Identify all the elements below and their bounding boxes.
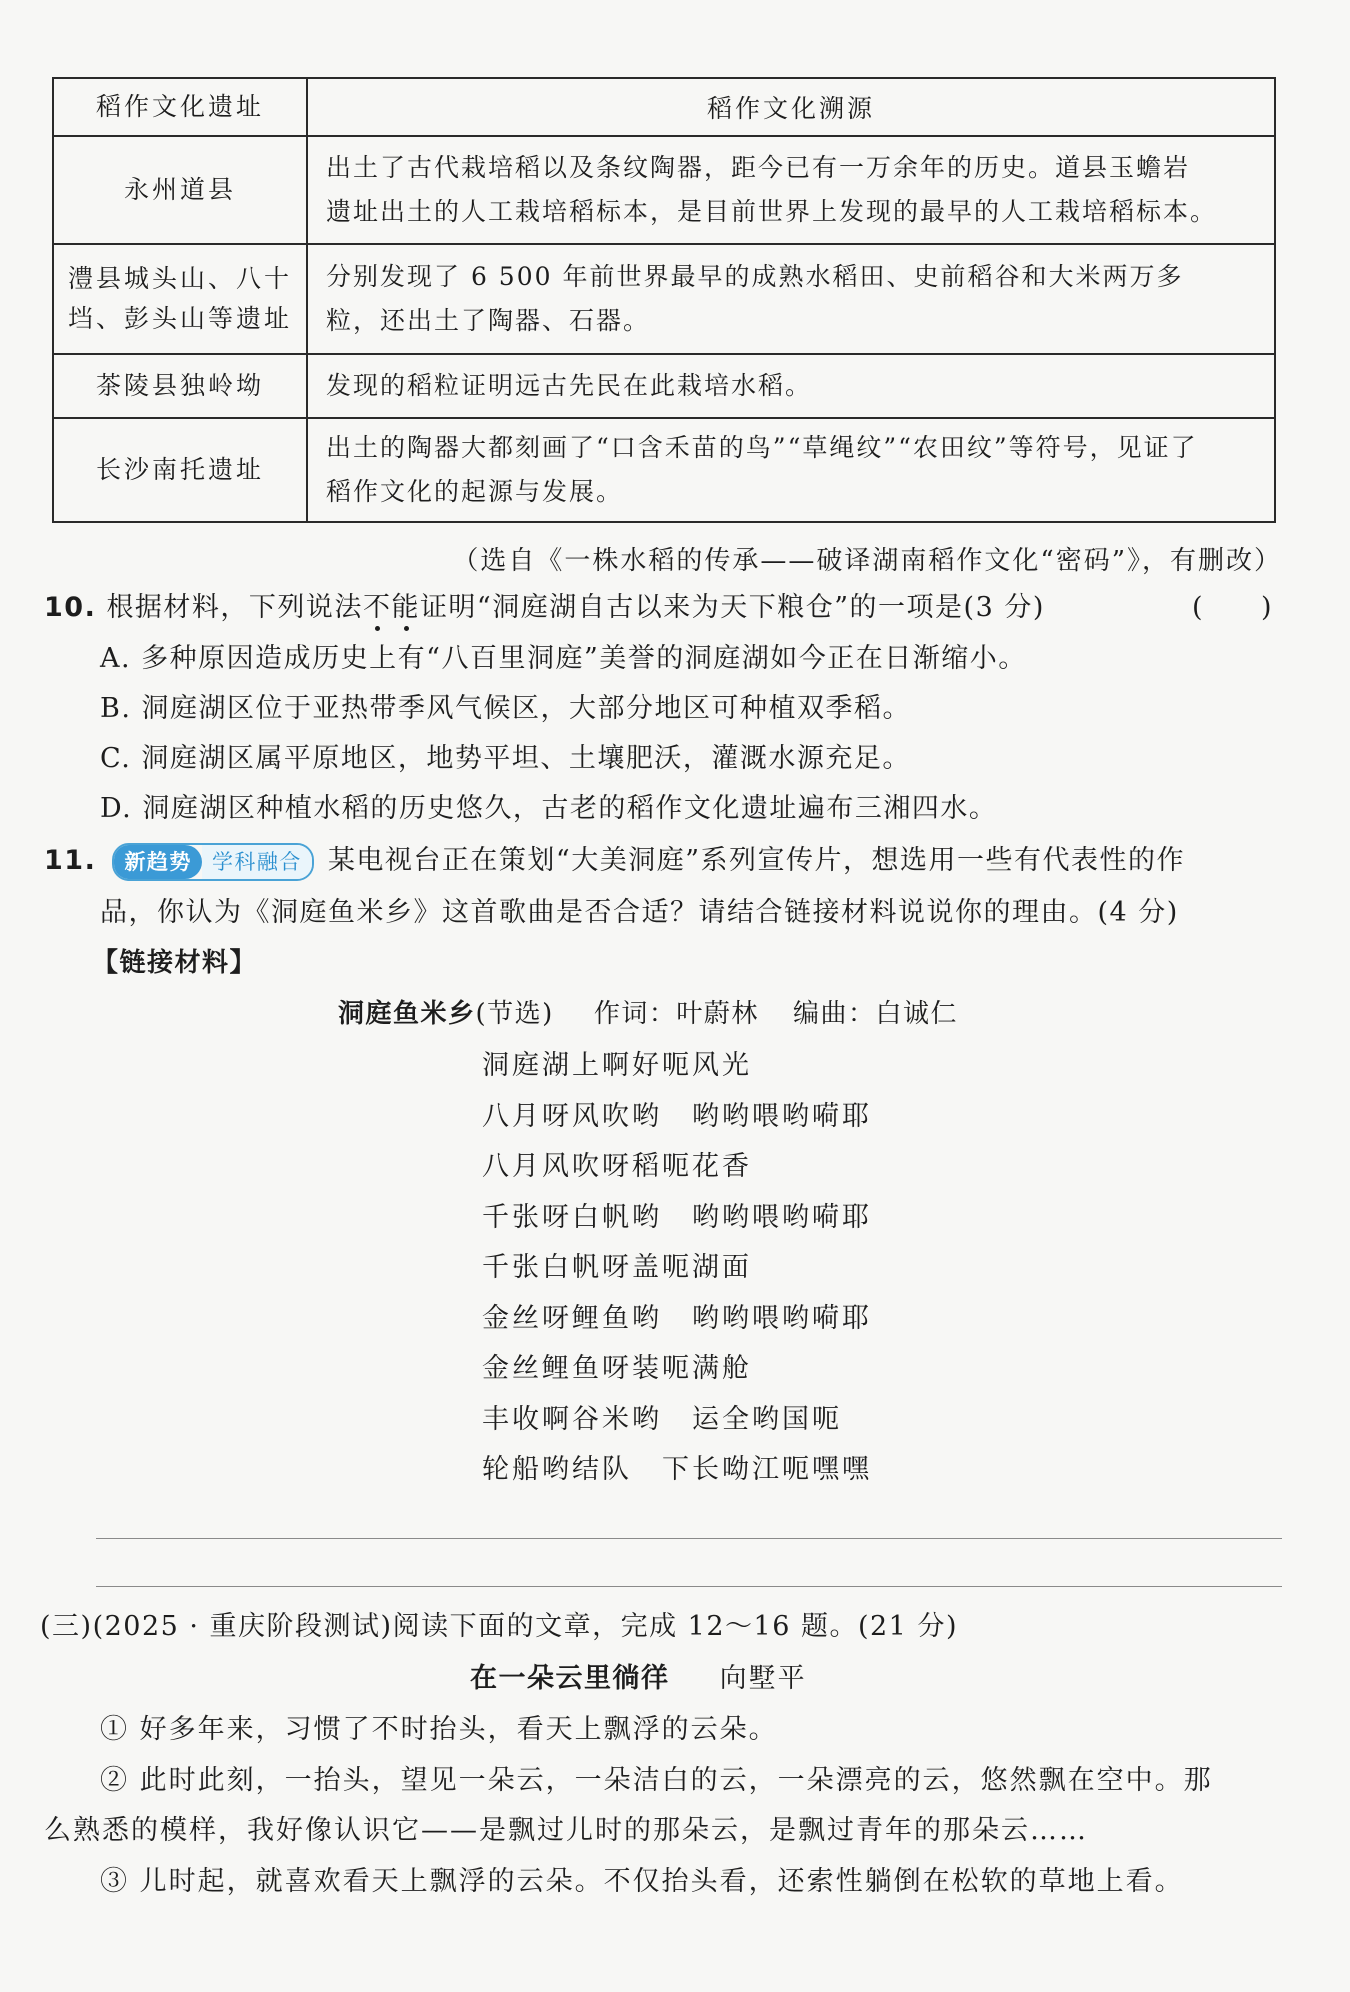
table-header-site: 稻作文化遗址 bbox=[53, 78, 307, 136]
lyric-line: 八月呀风吹哟 哟哟喂哟嗬耶 bbox=[482, 1101, 872, 1132]
option-d: D. 洞庭湖区种植水稻的历史悠久，古老的稻作文化遗址遍布三湘四水。 bbox=[100, 793, 998, 824]
table-cell-desc: 出土的陶器大都刻画了“口含禾苗的鸟”“草绳纹”“农田纹”等符号，见证了 稻作文化的起源与发展。 bbox=[307, 418, 1275, 522]
answer-line[interactable] bbox=[96, 1538, 1282, 1539]
lyric-line: 千张呀白帆哟 哟哟喂哟嗬耶 bbox=[482, 1202, 872, 1233]
emphasis-dot-char: 不 bbox=[362, 592, 392, 623]
lyric-line: 金丝呀鲤鱼哟 哟哟喂哟嗬耶 bbox=[482, 1303, 872, 1334]
song-lyricist: 作词：叶蔚林 bbox=[593, 999, 759, 1029]
song-note: (节选) bbox=[475, 999, 554, 1029]
article-author: 向墅平 bbox=[719, 1663, 807, 1694]
lyric-line: 千张白帆呀盖呃湖面 bbox=[482, 1252, 752, 1283]
option-c: C. 洞庭湖区属平原地区，地势平坦、土壤肥沃，灌溉水源充足。 bbox=[100, 743, 911, 774]
article-paragraph-cont: 么熟悉的模样，我好像认识它——是飘过儿时的那朵云，是飘过青年的那朵云…… bbox=[44, 1815, 1088, 1846]
lyric-line: 八月风吹呀稻呃花香 bbox=[482, 1151, 752, 1182]
question-10-stem: 10. 根据材料，下列说法不能证明“洞庭湖自古以来为天下粮仓”的一项是(3 分) bbox=[44, 592, 1045, 623]
table-cell-desc: 发现的稻粒证明远古先民在此栽培水稻。 bbox=[307, 354, 1275, 418]
table-cell-site: 长沙南托遗址 bbox=[53, 418, 307, 522]
answer-bracket[interactable]: ( ) bbox=[1192, 592, 1274, 623]
table-row bbox=[53, 244, 1275, 354]
lyric-line: 丰收啊谷米哟 运全哟国呃 bbox=[482, 1404, 842, 1435]
question-11-line1: 11. 新趋势 学科融合 某电视台正在策划“大美洞庭”系列宣传片，想选用一些有代表性的作 bbox=[44, 838, 1185, 881]
table-row bbox=[53, 354, 1275, 418]
option-a: A. 多种原因造成历史上有“八百里洞庭”美誉的洞庭湖如今正在日渐缩小。 bbox=[100, 643, 1027, 674]
question-number: 10. bbox=[44, 592, 97, 623]
question-11-line2: 品，你认为《洞庭鱼米乡》这首歌曲是否合适？请结合链接材料说说你的理由。(4 分) bbox=[100, 897, 1179, 928]
table-cell-desc: 分别发现了 6 500 年前世界最早的成熟水稻田、史前稻谷和大米两万多 粒，还出土了陶器、石器。 bbox=[307, 244, 1275, 354]
section-3-heading: (三)(2025 · 重庆阶段测试)阅读下面的文章，完成 12～16 题。(21 分) bbox=[40, 1611, 958, 1642]
emphasis-dot-char: 能 bbox=[391, 592, 420, 623]
answer-line[interactable] bbox=[96, 1586, 1282, 1587]
lyric-line: 轮船哟结队 下长呦江呃嘿嘿 bbox=[482, 1454, 872, 1485]
option-b: B. 洞庭湖区位于亚热带季风气候区，大部分地区可种植双季稻。 bbox=[100, 693, 912, 724]
table-cell-desc: 出土了古代栽培稻以及条纹陶器，距今已有一万余年的历史。道县玉蟾岩 遗址出土的人工栽培稻标本，是目前世界上发现的最早的人工栽培稻标本。 bbox=[307, 136, 1275, 244]
lyric-line: 金丝鲤鱼呀装呃满舱 bbox=[482, 1353, 752, 1384]
song-title: 洞庭鱼米乡 bbox=[338, 999, 476, 1029]
table-row bbox=[53, 418, 1275, 522]
table-header-origin: 稻作文化溯源 bbox=[307, 78, 1275, 136]
table-cell-site: 澧县城头山、八十 垱、彭头山等遗址 bbox=[53, 244, 307, 354]
rice-culture-table bbox=[52, 77, 1276, 523]
article-title: 在一朵云里徜徉 bbox=[470, 1663, 670, 1694]
table-cell-site: 永州道县 bbox=[53, 136, 307, 244]
question-number: 11. bbox=[44, 845, 97, 876]
trend-badge: 新趋势 学科融合 bbox=[112, 843, 314, 881]
source-citation: （选自《一株水稻的传承——破译湖南稻作文化“密码”》，有删改） bbox=[452, 546, 1282, 576]
article-heading bbox=[470, 1656, 807, 1695]
article-paragraph: ③ 儿时起，就喜欢看天上飘浮的云朵。不仅抬头看，还索性躺倒在松软的草地上看。 bbox=[100, 1866, 1184, 1897]
table-header-row bbox=[53, 78, 1275, 136]
lyric-line: 洞庭湖上啊好呃风光 bbox=[482, 1050, 752, 1081]
article-paragraph: ② 此时此刻，一抬头，望见一朵云，一朵洁白的云，一朵漂亮的云，悠然飘在空中。那 bbox=[100, 1765, 1213, 1796]
link-material-label: 【链接材料】 bbox=[92, 948, 258, 978]
table-cell-site: 茶陵县独岭坳 bbox=[53, 354, 307, 418]
table-row bbox=[53, 136, 1275, 244]
song-heading bbox=[338, 993, 958, 1030]
article-paragraph: ① 好多年来，习惯了不时抬头，看天上飘浮的云朵。 bbox=[100, 1714, 778, 1745]
song-composer: 编曲：白诚仁 bbox=[793, 999, 959, 1029]
